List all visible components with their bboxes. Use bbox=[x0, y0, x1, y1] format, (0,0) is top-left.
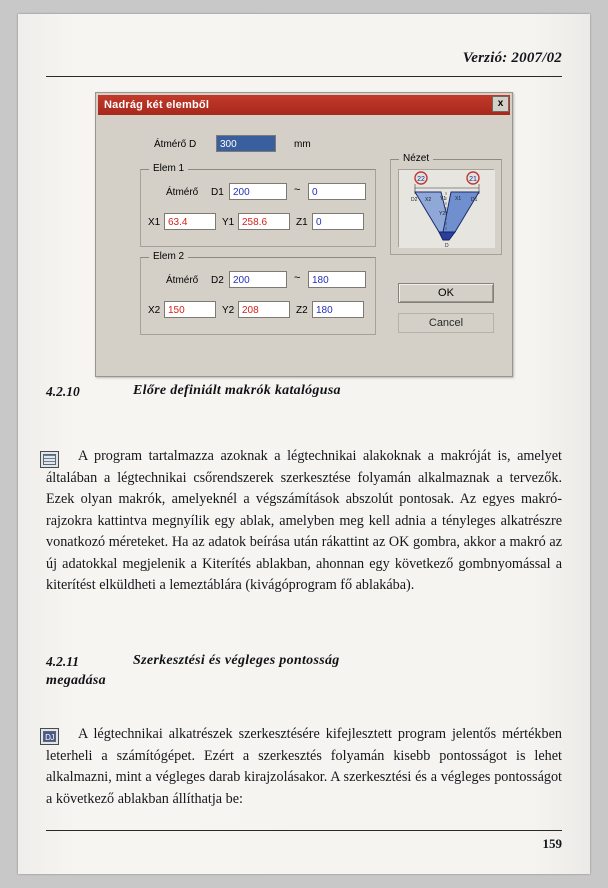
elem1-atmero-label: Átmérő bbox=[166, 187, 199, 198]
svg-text:D2: D2 bbox=[411, 197, 418, 203]
diameter-label: Átmérő D bbox=[154, 139, 197, 150]
elem1-y1-label: Y1 bbox=[222, 217, 235, 228]
section-4211-title: Szerkesztési és végleges pontosság bbox=[133, 653, 340, 668]
elem2-d2-second-input[interactable]: 180 bbox=[308, 271, 366, 288]
elem2-d2-input[interactable]: 200 bbox=[229, 271, 287, 288]
dialog-title: Nadrág két elemből bbox=[98, 95, 510, 115]
svg-text:D1: D1 bbox=[471, 197, 478, 203]
diameter-input[interactable]: 300 bbox=[216, 135, 276, 152]
elem1-d1-label: D1 bbox=[211, 187, 224, 198]
elem2-x2-input[interactable]: 150 bbox=[164, 301, 216, 318]
section-4210-number: 4.2.10 bbox=[46, 384, 80, 399]
svg-text:Y2: Y2 bbox=[439, 211, 446, 217]
elem1-tilde: ~ bbox=[294, 184, 301, 196]
preview-title: Nézet bbox=[399, 153, 433, 164]
ok-button[interactable]: OK bbox=[398, 283, 494, 303]
elem2-tilde: ~ bbox=[294, 272, 301, 284]
section-4211-title-line2: megadása bbox=[46, 673, 106, 688]
elem1-x1-label: X1 bbox=[148, 217, 161, 228]
section-4211-paragraph: A légtechnikai alkatrészek szerkesztésére kifejlesztett program jelentős mértékben leterheli a számítógépet. Ezért a szerkesztés folyamán kisebb pontosságot is lehet alkalmazni, mint a végleges darab kirajzolásakor. A szerkesztési és a végleges pontosságot a következő ablakban állíthatja be: bbox=[46, 726, 562, 807]
elem1-d1-input[interactable]: 200 bbox=[229, 183, 287, 200]
elem2-title: Elem 2 bbox=[149, 251, 188, 262]
elem1-title: Elem 1 bbox=[149, 163, 188, 174]
page-surface bbox=[18, 14, 590, 874]
elem2-z2-label: Z2 bbox=[296, 305, 308, 316]
section-4211-number: 4.2.11 bbox=[46, 654, 80, 669]
elem1-z1-input[interactable]: 0 bbox=[312, 213, 364, 230]
page-header-version: Verzió: 2007/02 bbox=[462, 50, 562, 66]
diameter-unit: mm bbox=[294, 139, 311, 150]
dialog-body bbox=[98, 117, 510, 374]
cancel-button[interactable]: Cancel bbox=[398, 313, 494, 333]
elem2-group bbox=[140, 251, 376, 335]
section-4210-paragraph: A program tartalmazza azoknak a légtechnikai alakoknak a makróját is, amelyet általában a légtechnikai csőrendszerek szerkesztése folyamán alkalmaznak a tervezők. Ezek olyan makrók, amelyeknél a végszámítások abszolút pontosak. Az egyes makró-rajzokra kattintva megnyílik egy ablak, amelyben meg kell adnia a tényleges alkatrészre vonatkozó méreteket. Ha az adatok beírása után rákattint az OK gombra, akkor a makró az új adatokkal megjelenik a Kiterítés ablakban, ahonnan egy következő gombnyomással a kiterítést elküldheti a lemeztáblára (kivágóprogram fő ablakába). bbox=[46, 448, 562, 593]
elem1-d1-second-input[interactable]: 0 bbox=[308, 183, 366, 200]
elem2-x2-label: X2 bbox=[148, 305, 161, 316]
svg-text:D: D bbox=[445, 243, 449, 248]
close-icon[interactable]: x bbox=[492, 96, 509, 112]
preview-canvas bbox=[398, 169, 494, 247]
header-rule bbox=[46, 76, 562, 77]
elem1-x1-input[interactable]: 63.4 bbox=[164, 213, 216, 230]
elem1-y1-input[interactable]: 258.6 bbox=[238, 213, 290, 230]
dialog-window bbox=[95, 92, 513, 377]
elem1-group bbox=[140, 163, 376, 247]
elem2-z2-input[interactable]: 180 bbox=[312, 301, 364, 318]
svg-text:21: 21 bbox=[469, 176, 477, 183]
section-4210-title: Előre definiált makrók katalógusa bbox=[133, 383, 341, 398]
footer-rule bbox=[46, 830, 562, 831]
preview-drawing bbox=[399, 170, 495, 248]
elem2-atmero-label: Átmérő bbox=[166, 275, 199, 286]
elem2-y2-label: Y2 bbox=[222, 305, 235, 316]
svg-text:X2: X2 bbox=[425, 197, 432, 203]
svg-text:X1: X1 bbox=[455, 196, 462, 202]
svg-text:Y1: Y1 bbox=[440, 196, 447, 202]
elem2-y2-input[interactable]: 208 bbox=[238, 301, 290, 318]
elem2-d2-label: D2 bbox=[211, 275, 224, 286]
note-icon-2: DJ bbox=[40, 728, 59, 745]
svg-text:22: 22 bbox=[417, 176, 425, 183]
page-number: 159 bbox=[542, 836, 562, 851]
document-page bbox=[18, 14, 590, 874]
elem1-z1-label: Z1 bbox=[296, 217, 308, 228]
